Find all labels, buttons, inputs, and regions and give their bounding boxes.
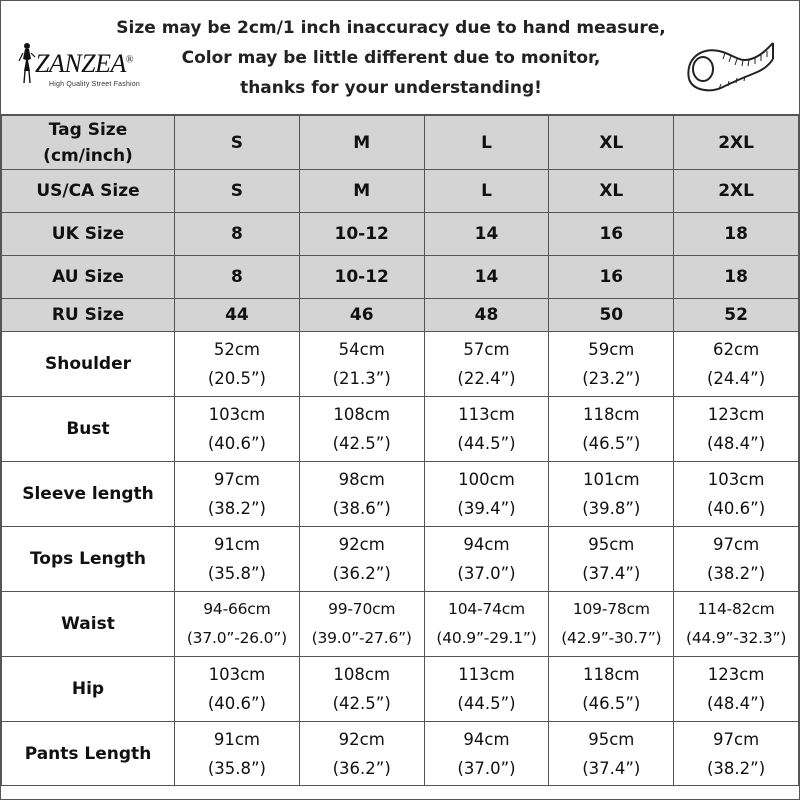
measurement-cm: 97cm	[213, 470, 260, 489]
measurement-inch: (37.0”)	[457, 564, 516, 583]
size-value-cell: 14	[424, 213, 549, 256]
measurement-row	[2, 657, 799, 722]
measurement-cell	[175, 657, 300, 722]
measurement-cell	[299, 462, 424, 527]
measurement-inch: (44.5”)	[457, 434, 516, 453]
size-value-cell: 10-12	[299, 213, 424, 256]
measurement-cell	[175, 332, 300, 397]
size-row-label-unit: (cm/inch)	[43, 145, 133, 166]
size-value-cell: 2XL	[674, 116, 799, 170]
measurement-cell	[674, 462, 799, 527]
size-row-label	[2, 299, 175, 332]
size-table-body	[2, 116, 799, 786]
measurement-cell	[299, 332, 424, 397]
measurement-cell	[175, 722, 300, 786]
size-row-label-text: Tag Size	[48, 119, 128, 140]
size-value-cell: M	[299, 116, 424, 170]
measurement-cm: 99-70cm	[328, 600, 396, 618]
size-value-cell: 48	[424, 299, 549, 332]
size-value-cell: 14	[424, 256, 549, 299]
measurement-row	[2, 462, 799, 527]
measurement-row	[2, 527, 799, 592]
measurement-cell	[674, 657, 799, 722]
measurement-cm: 97cm	[713, 729, 760, 749]
measurement-inch: (39.4”)	[457, 499, 516, 518]
measurement-cm: 114-82cm	[697, 600, 775, 618]
measurement-cm: 100cm	[458, 470, 515, 489]
measurement-cm: 101cm	[582, 470, 640, 489]
measurement-cell	[299, 592, 424, 657]
size-value-cell: 18	[674, 213, 799, 256]
size-row-label-text: US/CA Size	[36, 181, 140, 201]
measurement-notice	[111, 13, 671, 103]
size-row-label	[2, 116, 175, 170]
measurement-inch: (37.0”-26.0”)	[186, 629, 287, 647]
measurement-inch: (44.5”)	[457, 694, 516, 713]
measurement-cell	[424, 462, 549, 527]
registered-mark: ®	[125, 54, 134, 66]
chart-header	[1, 1, 799, 115]
size-value-cell: L	[424, 116, 549, 170]
notice-line-3: thanks for your understanding!	[240, 78, 542, 98]
size-value-cell: XL	[549, 170, 674, 213]
measurement-cell	[674, 332, 799, 397]
measurement-inch: (22.4”)	[457, 369, 516, 388]
measurement-cm: 104-74cm	[448, 600, 525, 618]
size-row-label	[2, 213, 175, 256]
measurement-label: Sleeve length	[2, 462, 175, 527]
measurement-inch: (48.4”)	[707, 434, 766, 453]
size-value-cell: 2XL	[674, 170, 799, 213]
size-value-cell: S	[175, 116, 300, 170]
measurement-row	[2, 332, 799, 397]
fashion-figure-icon	[15, 41, 37, 85]
measurement-cell	[424, 657, 549, 722]
measurement-cell	[549, 397, 674, 462]
measurement-label: Shoulder	[2, 332, 175, 397]
measurement-inch: (46.5”)	[582, 434, 641, 453]
size-row-label	[2, 256, 175, 299]
measurement-label: Waist	[2, 592, 175, 657]
measurement-inch: (23.2”)	[582, 369, 641, 388]
measurement-cm: 54cm	[338, 340, 385, 359]
measurement-cm: 59cm	[588, 340, 635, 359]
size-row	[2, 213, 799, 256]
measurement-cm: 113cm	[458, 405, 515, 424]
size-row	[2, 299, 799, 332]
measurement-cm: 118cm	[582, 665, 640, 684]
measurement-cm: 113cm	[458, 665, 515, 684]
measurement-cm: 92cm	[338, 535, 385, 554]
measurement-inch: (38.6”)	[332, 499, 391, 518]
size-value-cell: 50	[549, 299, 674, 332]
size-row-label-text: RU Size	[51, 305, 125, 325]
measurement-inch: (40.9”-29.1”)	[436, 629, 537, 647]
measuring-tape-icon	[681, 29, 777, 101]
size-row	[2, 256, 799, 299]
measurement-cell	[299, 722, 424, 786]
measurement-inch: (38.2”)	[707, 564, 766, 583]
measurement-cell	[674, 397, 799, 462]
measurement-cm: 94cm	[463, 535, 510, 554]
measurement-cm: 108cm	[333, 405, 391, 424]
measurement-cell	[424, 592, 549, 657]
measurement-cm: 103cm	[707, 470, 765, 489]
measurement-cm: 108cm	[333, 665, 391, 684]
measurement-cell	[549, 592, 674, 657]
measurement-cm: 118cm	[582, 405, 640, 424]
measurement-inch: (44.9”-32.3”)	[686, 629, 787, 647]
measurement-cell	[424, 527, 549, 592]
measurement-cell	[175, 397, 300, 462]
measurement-cell	[424, 332, 549, 397]
measurement-cm: 95cm	[588, 535, 635, 554]
size-value-cell: 8	[175, 256, 300, 299]
measurement-row	[2, 722, 799, 786]
measurement-cell	[299, 527, 424, 592]
measurement-inch: (37.4”)	[582, 758, 641, 778]
size-row-label-text: AU Size	[52, 267, 124, 287]
measurement-cell	[424, 722, 549, 786]
measurement-row	[2, 397, 799, 462]
measurement-cell	[674, 592, 799, 657]
measurement-cell	[674, 722, 799, 786]
measurement-cell	[549, 332, 674, 397]
measurement-inch: (48.4”)	[707, 694, 766, 713]
measurement-inch: (42.5”)	[332, 434, 391, 453]
measurement-cell	[549, 527, 674, 592]
measurement-inch: (21.3”)	[332, 369, 391, 388]
size-value-cell: 8	[175, 213, 300, 256]
measurement-label: Tops Length	[2, 527, 175, 592]
measurement-inch: (20.5”)	[207, 369, 266, 388]
measurement-inch: (42.9”-30.7”)	[561, 629, 662, 647]
measurement-inch: (36.2”)	[332, 758, 391, 778]
size-value-cell: L	[424, 170, 549, 213]
brand-name: ZANZEA	[35, 49, 126, 78]
measurement-cm: 123cm	[707, 665, 765, 684]
measurement-inch: (42.5”)	[332, 694, 391, 713]
size-row	[2, 116, 799, 170]
measurement-inch: (37.4”)	[582, 564, 641, 583]
measurement-cm: 103cm	[208, 665, 266, 684]
size-value-cell: M	[299, 170, 424, 213]
measurement-inch: (36.2”)	[332, 564, 391, 583]
measurement-cell	[549, 462, 674, 527]
measurement-inch: (40.6”)	[707, 499, 766, 518]
measurement-label: Pants Length	[2, 722, 175, 786]
measurement-label: Bust	[2, 397, 175, 462]
measurement-inch: (39.8”)	[582, 499, 641, 518]
size-row-label-text: UK Size	[51, 224, 125, 244]
brand-tagline: High Quality Street Fashion	[49, 81, 140, 88]
measurement-cm: 94-66cm	[203, 600, 271, 618]
size-value-cell: XL	[549, 116, 674, 170]
size-value-cell: 10-12	[299, 256, 424, 299]
measurement-cm: 103cm	[208, 405, 266, 424]
measurement-cell	[299, 657, 424, 722]
size-table	[1, 115, 799, 786]
measurement-inch: (38.2”)	[707, 758, 766, 778]
measurement-cell	[175, 592, 300, 657]
measurement-inch: (39.0”-27.6”)	[311, 629, 412, 647]
measurement-inch: (35.8”)	[207, 758, 266, 778]
measurement-cm: 95cm	[588, 729, 635, 749]
measurement-cell	[175, 462, 300, 527]
measurement-cell	[175, 527, 300, 592]
size-row-label	[2, 170, 175, 213]
size-row	[2, 170, 799, 213]
notice-line-2: Color may be little different due to monitor,	[181, 48, 601, 68]
measurement-cell	[299, 397, 424, 462]
measurement-cm: 98cm	[338, 470, 385, 489]
measurement-cm: 52cm	[213, 340, 260, 359]
measurement-cell	[549, 657, 674, 722]
notice-line-1: Size may be 2cm/1 inch inaccuracy due to hand measure,	[116, 18, 666, 38]
measurement-cm: 94cm	[463, 729, 510, 749]
size-value-cell: 16	[549, 213, 674, 256]
measurement-cm: 91cm	[213, 535, 260, 554]
measurement-cm: 123cm	[707, 405, 765, 424]
size-value-cell: S	[175, 170, 300, 213]
measurement-inch: (38.2”)	[207, 499, 266, 518]
size-value-cell: 44	[175, 299, 300, 332]
measurement-label: Hip	[2, 657, 175, 722]
measurement-inch: (46.5”)	[582, 694, 641, 713]
measurement-inch: (35.8”)	[207, 564, 266, 583]
measurement-cm: 57cm	[463, 340, 510, 359]
measurement-cm: 62cm	[713, 340, 760, 359]
measurement-row	[2, 592, 799, 657]
measurement-inch: (24.4”)	[707, 369, 766, 388]
measurement-cell	[424, 397, 549, 462]
measurement-cell	[549, 722, 674, 786]
measurement-inch: (40.6”)	[207, 434, 266, 453]
measurement-cm: 91cm	[213, 729, 260, 749]
size-value-cell: 46	[299, 299, 424, 332]
size-value-cell: 16	[549, 256, 674, 299]
size-value-cell: 52	[674, 299, 799, 332]
size-value-cell: 18	[674, 256, 799, 299]
measurement-cm: 92cm	[338, 729, 385, 749]
measurement-cm: 97cm	[713, 535, 760, 554]
measurement-cell	[674, 527, 799, 592]
measurement-inch: (37.0”)	[457, 758, 516, 778]
measurement-cm: 109-78cm	[572, 600, 650, 618]
measurement-inch: (40.6”)	[207, 694, 266, 713]
